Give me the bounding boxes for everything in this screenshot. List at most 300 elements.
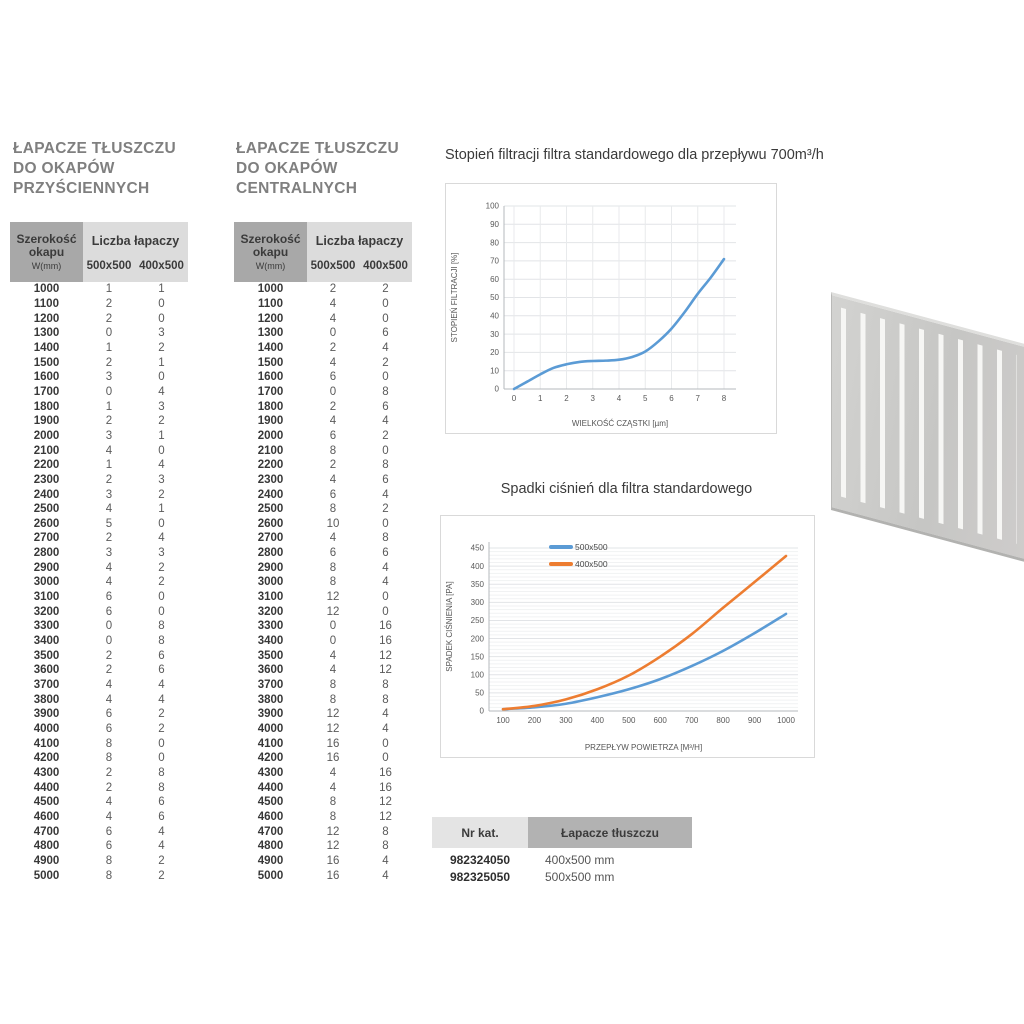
cell-catcher-count: 6 (105, 708, 113, 721)
svg-text:70: 70 (490, 256, 499, 266)
cell-catcher-count: 2 (329, 341, 337, 354)
cell-catcher-count: 0 (158, 371, 165, 384)
cell-catcher-count: 0 (105, 327, 113, 340)
cell-catcher-count: 2 (105, 312, 113, 325)
cell-catcher-count: 8 (382, 532, 389, 545)
cell-catcher-count: 1 (105, 459, 113, 472)
cell-catcher-count: 6 (329, 547, 337, 560)
cell-hood-width: 2900 (257, 561, 284, 574)
legend-label: 400x500 (575, 559, 608, 569)
svg-text:400: 400 (470, 561, 484, 571)
cell-catcher-count: 8 (329, 693, 337, 706)
cell-catcher-count: 6 (329, 488, 337, 501)
cell-catcher-count: 2 (105, 356, 113, 369)
cell-hood-width: 1900 (257, 415, 284, 428)
cell-catcher-count: 8 (382, 840, 389, 853)
cell-catcher-count: 4 (329, 781, 337, 794)
svg-text:100: 100 (485, 201, 499, 211)
cell-hood-width: 3000 (33, 576, 60, 589)
title-line: CENTRALNYCH (236, 180, 358, 197)
cell-hood-width: 3100 (257, 591, 284, 604)
cell-hood-width: 3200 (257, 605, 284, 618)
cell-hood-width: 1000 (33, 283, 60, 296)
cell-catcher-count: 12 (326, 708, 340, 721)
cell-catcher-count: 0 (382, 444, 389, 457)
cell-catcher-count: 0 (382, 371, 389, 384)
cell-catcher-count: 2 (382, 356, 389, 369)
cell-catcher-count: 0 (382, 752, 389, 765)
cell-catcher-count: 6 (158, 810, 165, 823)
svg-text:80: 80 (490, 238, 499, 248)
cell-hood-width: 1700 (33, 385, 60, 398)
svg-text:90: 90 (490, 220, 499, 229)
header-hood-width-unit: W(mm) (255, 261, 286, 271)
cell-hood-width: 1200 (257, 312, 284, 325)
cell-catcher-count: 8 (105, 869, 113, 882)
cell-catcher-count: 8 (105, 854, 113, 867)
cell-hood-width: 2800 (33, 547, 60, 560)
table-wall-hoods (10, 222, 188, 883)
cell-hood-width: 5000 (33, 869, 60, 882)
svg-text:900: 900 (747, 716, 762, 725)
cell-catcher-count: 2 (105, 532, 113, 545)
cell-hood-width: 2500 (257, 503, 284, 516)
header-hood-width (10, 222, 83, 282)
section-title-central-hoods (236, 139, 399, 199)
cell-catcher-count: 4 (105, 444, 113, 457)
cell-hood-width: 2100 (257, 444, 284, 457)
cell-hood-width: 4700 (33, 825, 60, 838)
cell-hood-width: 3700 (257, 679, 284, 692)
cell-catcher-count: 8 (158, 766, 165, 779)
cell-catcher-count: 12 (379, 664, 392, 677)
cell-catcher-count: 16 (326, 752, 340, 765)
series-line-400x500 (503, 556, 786, 709)
svg-text:150: 150 (470, 652, 484, 662)
svg-text:8: 8 (721, 394, 727, 403)
cell-catcher-count: 8 (329, 810, 337, 823)
cell-hood-width: 1100 (258, 297, 283, 310)
cell-hood-width: 1400 (257, 341, 284, 354)
svg-text:10: 10 (490, 366, 499, 376)
cell-catcher-count: 2 (382, 283, 389, 296)
section-title-wall-hoods (13, 139, 176, 199)
cell-catcher-count: 2 (158, 869, 165, 882)
header-size-400x500: 400x500 (359, 249, 412, 282)
cell-catcher-count: 8 (158, 781, 165, 794)
cell-hood-width: 4300 (33, 766, 60, 779)
cell-hood-width: 3400 (33, 635, 60, 648)
cell-hood-width: 2000 (33, 429, 60, 442)
cell-catcher-count: 8 (329, 561, 337, 574)
cell-hood-width: 1400 (33, 341, 60, 354)
cell-catcher-count: 4 (105, 679, 113, 692)
cell-catcher-count: 8 (105, 752, 113, 765)
cell-catcher-count: 12 (379, 810, 392, 823)
cell-catcher-count: 5 (105, 517, 113, 530)
cell-catcher-count: 4 (382, 576, 389, 589)
cell-catcher-count: 4 (158, 459, 165, 472)
legend-label: 500x500 (575, 542, 608, 552)
catalog-number: 982325050 (449, 869, 511, 884)
cell-catcher-count: 4 (382, 869, 389, 882)
svg-text:5: 5 (643, 394, 648, 403)
chart-pressure-title: Spadki ciśnień dla filtra standardowego (500, 481, 753, 497)
svg-text:1: 1 (538, 394, 543, 403)
cell-catcher-count: 8 (329, 576, 337, 589)
svg-text:300: 300 (559, 716, 573, 725)
cell-hood-width: 4400 (257, 781, 284, 794)
cell-catcher-count: 6 (382, 327, 389, 340)
cell-catcher-count: 8 (382, 385, 389, 398)
cell-catcher-count: 4 (382, 854, 389, 867)
cell-catcher-count: 12 (379, 796, 392, 809)
svg-text:300: 300 (470, 598, 484, 608)
cell-hood-width: 1800 (257, 400, 284, 413)
cell-hood-width: 2800 (257, 547, 284, 560)
cell-hood-width: 1900 (33, 415, 60, 428)
cell-hood-width: 3900 (257, 708, 284, 721)
cell-hood-width: 1800 (33, 400, 60, 413)
cell-catcher-count: 0 (158, 591, 165, 604)
cell-catcher-count: 0 (158, 297, 165, 310)
svg-text:4: 4 (616, 394, 622, 403)
svg-text:200: 200 (527, 716, 542, 725)
cell-catcher-count: 8 (158, 635, 165, 648)
cell-catcher-count: 2 (105, 664, 113, 677)
cell-catcher-count: 2 (105, 297, 113, 310)
chart-filtration (445, 183, 777, 434)
legend-item (549, 559, 608, 569)
cell-catcher-count: 4 (105, 503, 113, 516)
cell-hood-width: 3300 (33, 620, 60, 633)
cell-hood-width: 3600 (257, 664, 284, 677)
cell-catcher-count: 0 (158, 517, 165, 530)
svg-text:350: 350 (470, 579, 484, 589)
cell-catcher-count: 2 (158, 415, 165, 428)
cell-catcher-count: 1 (158, 356, 165, 369)
catalog-number: 982324050 (449, 853, 511, 868)
cell-hood-width: 4800 (33, 840, 60, 853)
cell-catcher-count: 4 (158, 693, 165, 706)
cell-hood-width: 3600 (33, 664, 60, 677)
cell-catcher-count: 0 (329, 327, 337, 340)
cell-catcher-count: 6 (105, 840, 113, 853)
catalog-body (432, 852, 692, 885)
cell-catcher-count: 0 (329, 620, 337, 633)
catalog-header (432, 817, 692, 848)
cell-catcher-count: 4 (382, 561, 389, 574)
cell-catcher-count: 2 (105, 781, 113, 794)
cell-catcher-count: 2 (329, 283, 337, 296)
cell-hood-width: 2600 (33, 517, 60, 530)
cell-catcher-count: 16 (379, 635, 392, 648)
cell-catcher-count: 4 (382, 708, 389, 721)
header-hood-width (234, 222, 307, 282)
cell-catcher-count: 8 (382, 459, 389, 472)
catalog-header-nr: Nr kat. (432, 817, 528, 848)
cell-hood-width: 2400 (33, 488, 60, 501)
product-image-grease-filter (831, 292, 1024, 562)
cell-catcher-count: 2 (329, 459, 337, 472)
cell-catcher-count: 0 (382, 312, 389, 325)
legend-swatch (549, 562, 573, 566)
cell-catcher-count: 4 (105, 810, 113, 823)
cell-hood-width: 1300 (33, 327, 60, 340)
svg-text:800: 800 (716, 716, 730, 725)
cell-hood-width: 1600 (257, 371, 284, 384)
svg-text:450: 450 (470, 543, 484, 553)
header-catcher-count: Liczba łapaczy (307, 222, 412, 249)
cell-hood-width: 2100 (33, 444, 60, 457)
cell-catcher-count: 1 (158, 503, 165, 516)
cell-hood-width: 4900 (257, 854, 284, 867)
cell-catcher-count: 16 (379, 766, 392, 779)
cell-hood-width: 3100 (33, 591, 60, 604)
cell-catcher-count: 16 (379, 781, 392, 794)
cell-catcher-count: 0 (158, 444, 165, 457)
cell-catcher-count: 4 (158, 385, 165, 398)
svg-text:0: 0 (479, 706, 484, 716)
cell-hood-width: 2300 (257, 473, 284, 486)
cell-catcher-count: 3 (105, 371, 113, 384)
svg-text:3: 3 (590, 394, 595, 403)
cell-catcher-count: 8 (329, 679, 337, 692)
catalog-dimension: 400x500 mm (545, 853, 615, 868)
cell-catcher-count: 3 (105, 547, 113, 560)
svg-text:PRZEPŁYW POWIETRZA [M³/H]: PRZEPŁYW POWIETRZA [M³/H] (584, 743, 703, 752)
title-line: PRZYŚCIENNYCH (13, 180, 150, 197)
cell-catcher-count: 4 (105, 693, 113, 706)
cell-hood-width: 4000 (33, 723, 60, 736)
cell-catcher-count: 2 (105, 415, 113, 428)
svg-text:500: 500 (622, 716, 636, 725)
cell-hood-width: 3800 (257, 693, 284, 706)
svg-text:700: 700 (684, 716, 699, 725)
cell-catcher-count: 0 (382, 605, 389, 618)
cell-catcher-count: 4 (158, 679, 165, 692)
cell-catcher-count: 2 (329, 400, 337, 413)
cell-hood-width: 4000 (257, 723, 284, 736)
cell-hood-width: 1100 (34, 297, 59, 310)
filter-slats (841, 308, 1017, 544)
cell-catcher-count: 0 (329, 635, 337, 648)
header-size-500x500: 500x500 (83, 249, 135, 282)
cell-catcher-count: 3 (105, 429, 113, 442)
cell-catcher-count: 2 (158, 341, 165, 354)
cell-catcher-count: 4 (329, 649, 337, 662)
cell-hood-width: 3700 (33, 679, 60, 692)
header-hood-width-label: Szerokość okapu (16, 232, 77, 259)
svg-text:1000: 1000 (777, 716, 795, 725)
cell-catcher-count: 0 (158, 312, 165, 325)
cell-catcher-count: 12 (379, 649, 392, 662)
title-line: ŁAPACZE TŁUSZCZU (236, 140, 399, 157)
cell-catcher-count: 12 (326, 723, 340, 736)
cell-catcher-count: 6 (158, 796, 165, 809)
cell-hood-width: 2700 (33, 532, 60, 545)
cell-catcher-count: 3 (158, 473, 165, 486)
cell-hood-width: 4200 (257, 752, 284, 765)
svg-text:60: 60 (490, 274, 499, 284)
cell-catcher-count: 12 (326, 840, 340, 853)
cell-catcher-count: 6 (105, 591, 113, 604)
cell-catcher-count: 1 (158, 429, 165, 442)
svg-text:20: 20 (490, 348, 499, 358)
cell-catcher-count: 0 (105, 385, 113, 398)
cell-catcher-count: 4 (329, 664, 337, 677)
cell-catcher-count: 0 (329, 385, 337, 398)
cell-catcher-count: 2 (158, 854, 165, 867)
cell-catcher-count: 3 (105, 488, 113, 501)
header-hood-width-unit: W(mm) (31, 261, 62, 271)
cell-hood-width: 2600 (257, 517, 284, 530)
cell-hood-width: 1500 (257, 356, 284, 369)
cell-catcher-count: 0 (382, 737, 389, 750)
cell-hood-width: 2000 (257, 429, 284, 442)
cell-hood-width: 2200 (257, 459, 284, 472)
cell-catcher-count: 4 (329, 356, 337, 369)
cell-hood-width: 3000 (257, 576, 284, 589)
cell-catcher-count: 2 (105, 649, 113, 662)
cell-hood-width: 4900 (33, 854, 60, 867)
cell-catcher-count: 2 (105, 766, 113, 779)
cell-hood-width: 1200 (33, 312, 60, 325)
header-size-500x500: 500x500 (307, 249, 359, 282)
cell-hood-width: 3200 (33, 605, 60, 618)
cell-hood-width: 1300 (257, 327, 284, 340)
cell-catcher-count: 6 (329, 429, 337, 442)
cell-hood-width: 2900 (33, 561, 60, 574)
cell-catcher-count: 0 (382, 591, 389, 604)
svg-text:0: 0 (511, 394, 517, 403)
catalog-table (432, 817, 692, 885)
cell-catcher-count: 3 (158, 327, 165, 340)
cell-hood-width: 1500 (33, 356, 60, 369)
legend-swatch (549, 545, 573, 549)
cell-catcher-count: 6 (105, 723, 113, 736)
cell-hood-width: 5000 (257, 869, 284, 882)
cell-catcher-count: 4 (105, 576, 113, 589)
svg-text:2: 2 (564, 394, 569, 403)
cell-hood-width: 4700 (257, 825, 284, 838)
cell-hood-width: 3900 (33, 708, 60, 721)
cell-catcher-count: 4 (382, 341, 389, 354)
chart-filtration-plot (446, 184, 776, 433)
cell-catcher-count: 0 (105, 620, 113, 633)
cell-catcher-count: 2 (158, 576, 165, 589)
cell-hood-width: 2400 (257, 488, 284, 501)
cell-catcher-count: 4 (329, 297, 337, 310)
cell-hood-width: 2200 (33, 459, 60, 472)
cell-catcher-count: 0 (158, 752, 165, 765)
svg-text:50: 50 (490, 293, 499, 303)
cell-catcher-count: 2 (105, 473, 113, 486)
cell-catcher-count: 8 (158, 620, 165, 633)
table-central-hoods (234, 222, 412, 883)
cell-hood-width: 4600 (257, 810, 284, 823)
cell-catcher-count: 4 (329, 312, 337, 325)
cell-hood-width: 2300 (33, 473, 60, 486)
cell-catcher-count: 4 (158, 825, 165, 838)
cell-hood-width: 3500 (33, 649, 60, 662)
cell-catcher-count: 6 (382, 547, 389, 560)
cell-catcher-count: 8 (329, 444, 337, 457)
cell-catcher-count: 3 (158, 400, 165, 413)
cell-catcher-count: 1 (105, 283, 113, 296)
cell-hood-width: 4300 (257, 766, 284, 779)
svg-text:SPADEK CIŚNIENIA [PA]: SPADEK CIŚNIENIA [PA] (445, 581, 454, 672)
cell-catcher-count: 4 (329, 473, 337, 486)
cell-catcher-count: 4 (329, 532, 337, 545)
cell-catcher-count: 8 (105, 737, 113, 750)
cell-hood-width: 4600 (33, 810, 60, 823)
svg-text:STOPIEŃ FILTRACJI [%]: STOPIEŃ FILTRACJI [%] (450, 252, 459, 343)
cell-hood-width: 4800 (257, 840, 284, 853)
cell-catcher-count: 4 (382, 488, 389, 501)
legend-item (549, 542, 608, 552)
svg-text:600: 600 (653, 716, 667, 725)
cell-hood-width: 4400 (33, 781, 60, 794)
cell-catcher-count: 4 (158, 840, 165, 853)
cell-hood-width: 3400 (257, 635, 284, 648)
cell-hood-width: 3800 (33, 693, 60, 706)
cell-catcher-count: 4 (105, 796, 113, 809)
cell-catcher-count: 6 (158, 649, 165, 662)
cell-catcher-count: 16 (326, 737, 340, 750)
cell-catcher-count: 10 (326, 517, 340, 530)
cell-catcher-count: 2 (382, 429, 389, 442)
cell-catcher-count: 1 (105, 400, 113, 413)
svg-text:40: 40 (490, 311, 499, 321)
header-hood-width-label: Szerokość okapu (240, 232, 301, 259)
cell-catcher-count: 2 (382, 503, 389, 516)
cell-catcher-count: 8 (329, 503, 337, 516)
cell-hood-width: 2500 (33, 503, 60, 516)
cell-catcher-count: 0 (382, 297, 389, 310)
cell-catcher-count: 6 (382, 400, 389, 413)
chart-pressure (440, 515, 815, 758)
cell-catcher-count: 1 (158, 283, 165, 296)
svg-text:7: 7 (695, 394, 700, 403)
cell-catcher-count: 0 (382, 517, 389, 530)
svg-text:50: 50 (475, 688, 484, 698)
cell-catcher-count: 2 (158, 488, 165, 501)
svg-text:100: 100 (470, 670, 484, 680)
cell-hood-width: 4500 (33, 796, 60, 809)
cell-catcher-count: 2 (158, 561, 165, 574)
title-line: DO OKAPÓW (13, 160, 115, 177)
header-catcher-count: Liczba łapaczy (83, 222, 188, 249)
cell-catcher-count: 0 (158, 737, 165, 750)
cell-catcher-count: 4 (329, 766, 337, 779)
cell-catcher-count: 3 (158, 547, 165, 560)
cell-catcher-count: 6 (329, 371, 337, 384)
cell-hood-width: 1000 (257, 283, 284, 296)
catalog-dimension: 500x500 mm (545, 869, 615, 884)
cell-catcher-count: 16 (326, 869, 340, 882)
cell-hood-width: 1600 (33, 371, 60, 384)
cell-catcher-count: 0 (158, 605, 165, 618)
cell-catcher-count: 2 (158, 708, 165, 721)
cell-catcher-count: 16 (379, 620, 392, 633)
svg-text:WIELKOŚĆ CZĄSTKI [µm]: WIELKOŚĆ CZĄSTKI [µm] (571, 419, 669, 428)
cell-hood-width: 2700 (257, 532, 284, 545)
cell-catcher-count: 0 (105, 635, 113, 648)
cell-catcher-count: 4 (105, 561, 113, 574)
title-line: ŁAPACZE TŁUSZCZU (13, 140, 176, 157)
cell-hood-width: 4500 (257, 796, 284, 809)
